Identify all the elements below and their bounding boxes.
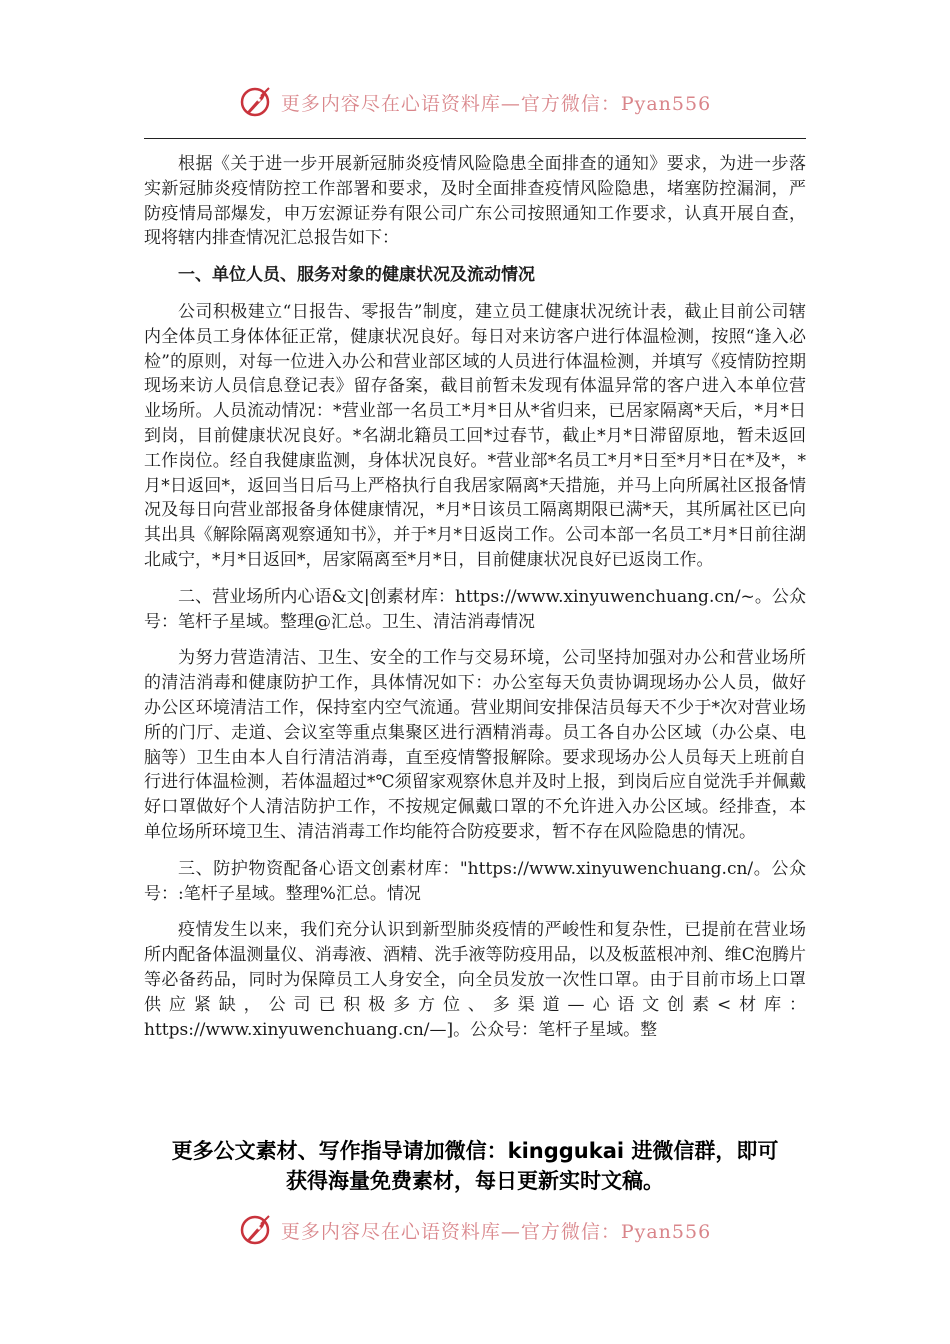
section-heading-2: 二、营业场所内心语&文|创素材库：https://www.xinyuwenchuang.cn/~。公众号：笔杆子星域。整理@汇总。卫生、清洁消毒情况: [144, 586, 806, 632]
footer-banner-text: 更多内容尽在心语资料库—官方微信：Pyan556: [280, 1220, 712, 1243]
promo-callout: [120, 1136, 830, 1196]
header-divider: [144, 138, 806, 139]
pen-nib-logo-icon: [239, 1212, 275, 1248]
promo-line-1: 更多公文素材、写作指导请加微信：kinggukai 进微信群，即可: [171, 1139, 779, 1163]
section-heading-1: 一、单位人员、服务对象的健康状况及流动情况: [178, 265, 535, 286]
header-banner-text: 更多内容尽在心语资料库—官方微信：Pyan556: [280, 92, 712, 115]
document-body: [144, 152, 806, 1042]
section-1-paragraph: 公司积极建立“日报告、零报告”制度，建立员工健康状况统计表，截止目前公司辖内全体员工身体体征正常，健康状况良好。每日对来访客户进行体温检测，按照“逢入必检”的原则，对每一位进入办公和营业部区域的人员进行体温检测，并填写《疫情防控期现场来访人员信息登记表》留存备案，截目前暂未发现有体温异常的客户进入本单位营业场所。人员流动情况：*营业部一名员工*月*日从*省归来，已居家隔离*天后，*月*日到岗，目前健康状况良好。*名湖北籍员工回*过春节，截止*月*日滞留原地，暂未返回工作岗位。经自我健康监测，身体状况良好。*营业部*名员工*月*日至*月*日在*及*，*月*日返回*，返回当日后马上严格执行自我居家隔离*天措施，并马上向所属社区报备情况及每日向营业部报备身体健康情况，*月*日该员工隔离期限已满*天，其所属社区已向其出具《解除隔离观察通知书》，并于*月*日返岗工作。公司本部一名员工*月*日前往湖北咸宁，*月*日返回*，居家隔离至*月*日，目前健康状况良好已返岗工作。: [144, 301, 806, 570]
section-2-paragraph: 为努力营造清洁、卫生、安全的工作与交易环境，公司坚持加强对办公和营业场所的清洁消毒和健康防护工作，具体情况如下：办公室每天负责协调现场办公人员，做好办公区环境清洁工作，保持室内空气流通。营业期间安排保洁员每天不少于*次对营业场所的门厅、走道、会议室等重点集聚区进行酒精消毒。员工各自办公区域（办公桌、电脑等）卫生由本人自行清洁消毒，直至疫情警报解除。要求现场办公人员每天上班前自行进行体温检测，若体温超过*℃须留家观察休息并及时上报，到岗后应自觉洗手并佩戴好口罩做好个人清洁防护工作，不按规定佩戴口罩的不允许进入办公区域。经排查，本单位场所环境卫生、清洁消毒工作均能符合防疫要求，暂不存在风险隐患的情况。: [144, 648, 806, 842]
footer-banner: [0, 1208, 950, 1252]
section-3-paragraph: 疫情发生以来，我们充分认识到新型肺炎疫情的严峻性和复杂性，已提前在营业场所内配备体温测量仪、消毒液、酒精、洗手液等防疫用品，以及板蓝根冲剂、维C泡腾片等必备药品，同时为保障员工人身安全，向全员发放一次性口罩。由于目前市场上口罩供应紧缺，公司已积极多方位、多渠道—心语文创素<材库：https://www.xinyuwenchuang.cn/—]。公众号：笔杆子星域。整: [144, 920, 806, 1040]
promo-line-2: 获得海量免费素材，每日更新实时文稿。: [286, 1169, 664, 1193]
section-heading-3: 三、防护物资配备心语文创素材库："https://www.xinyuwenchuang.cn/。公众号：:笔杆子星域。整理%汇总。情况: [144, 858, 806, 904]
intro-paragraph: 根据《关于进一步开展新冠肺炎疫情风险隐患全面排查的通知》要求，为进一步落实新冠肺炎疫情防控工作部署和要求，及时全面排查疫情风险隐患，堵塞防控漏洞，严防疫情局部爆发，申万宏源证券有限公司广东公司按照通知工作要求，认真开展自查，现将辖内排查情况汇总报告如下：: [144, 154, 806, 249]
header-banner: [0, 80, 950, 124]
pen-nib-logo-icon: [239, 84, 275, 120]
